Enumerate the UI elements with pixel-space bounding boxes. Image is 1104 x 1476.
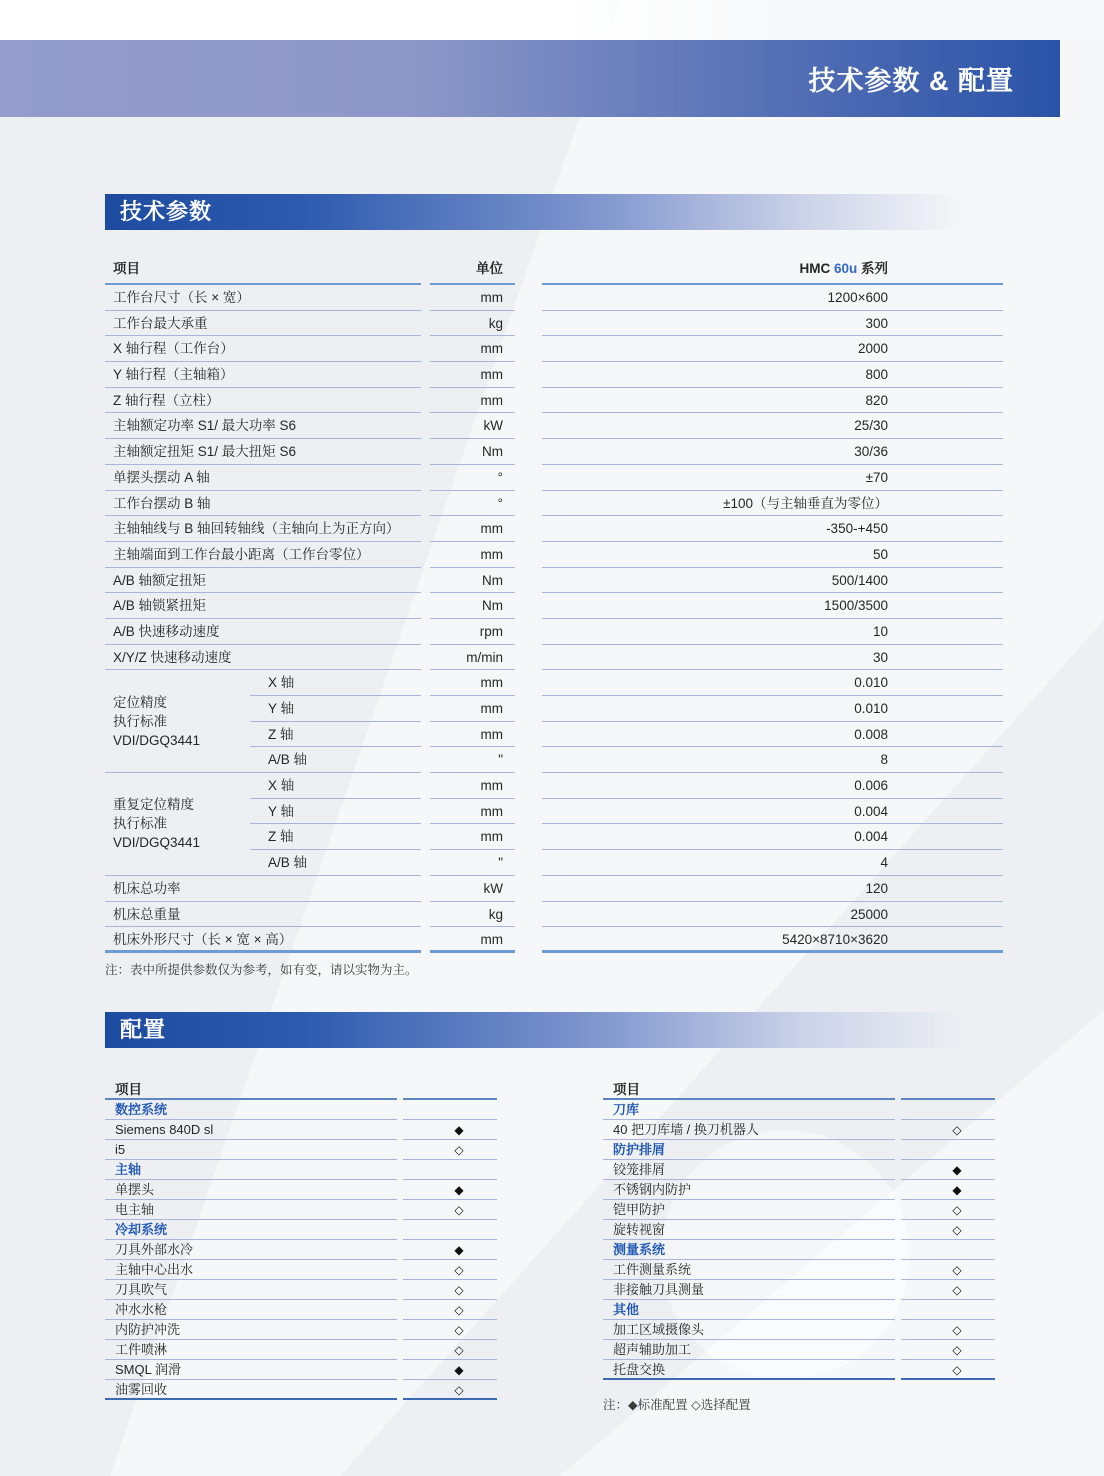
config-row	[603, 1140, 995, 1160]
spec-unit-cell: mm	[430, 362, 515, 388]
spec-subitem-label: Y 轴	[250, 799, 421, 825]
config-mark-empty	[901, 1140, 995, 1160]
config-row	[105, 1200, 497, 1220]
spec-table-body	[105, 285, 1003, 953]
config-row	[603, 1100, 995, 1120]
spec-row	[105, 593, 1003, 619]
spec-row	[105, 902, 1003, 928]
spec-row	[105, 491, 1003, 517]
config-item-label: 内防护冲洗	[105, 1320, 397, 1340]
spec-group-rows	[250, 773, 1003, 876]
config-item-label: SMQL 润滑	[105, 1360, 397, 1380]
config-item-label: 非接触刀具测量	[603, 1280, 895, 1300]
optional-mark-icon: ◇	[403, 1280, 497, 1300]
config-item-label: 旋转视窗	[603, 1220, 895, 1240]
config-category-label: 测量系统	[603, 1240, 895, 1260]
spec-unit-cell: mm	[430, 670, 515, 696]
spec-value-cell: ±70	[542, 465, 1003, 491]
config-right-col-item: 项目	[603, 1080, 895, 1100]
spec-unit-cell: Nm	[430, 439, 515, 465]
config-left-col-item: 项目	[105, 1080, 397, 1100]
spec-item-label: 工作台最大承重	[105, 311, 421, 337]
spec-item-label: 主轴轴线与 B 轴回转轴线（主轴向上为正方向）	[105, 516, 421, 542]
spec-subrow	[250, 773, 1003, 799]
optional-mark-icon: ◇	[901, 1320, 995, 1340]
page-header-bar	[0, 40, 1060, 117]
config-mark-empty	[403, 1100, 497, 1120]
config-table-left	[105, 1080, 497, 1400]
spec-subitem-label: Z 轴	[250, 722, 421, 748]
spec-value-cell: 500/1400	[542, 568, 1003, 594]
optional-mark-icon: ◇	[403, 1340, 497, 1360]
spec-value-cell: 30	[542, 645, 1003, 671]
config-category-label: 刀库	[603, 1100, 895, 1120]
optional-mark-icon: ◇	[901, 1280, 995, 1300]
spec-item-label: 工作台摆动 B 轴	[105, 491, 421, 517]
spec-item-label: 主轴端面到工作台最小距离（工作台零位）	[105, 542, 421, 568]
spec-value-cell: 0.010	[542, 696, 1003, 722]
spec-unit-cell: mm	[430, 542, 515, 568]
spec-row	[105, 927, 1003, 953]
spec-group-label-line: 定位精度	[113, 694, 167, 710]
spec-section-title: 技术参数	[120, 199, 213, 224]
optional-mark-icon: ◇	[403, 1140, 497, 1160]
spec-item-label: 单摆头摆动 A 轴	[105, 465, 421, 491]
config-row	[603, 1300, 995, 1320]
spec-value-cell: 800	[542, 362, 1003, 388]
series-model: 60u	[833, 261, 858, 276]
config-item-label: 不锈钢内防护	[603, 1180, 895, 1200]
spec-unit-cell: mm	[430, 773, 515, 799]
spec-subitem-label: X 轴	[250, 670, 421, 696]
spec-unit-cell: mm	[430, 927, 515, 953]
spec-row	[105, 516, 1003, 542]
config-item-label: 铰笼排屑	[603, 1160, 895, 1180]
spec-item-label: 机床总重量	[105, 902, 421, 928]
spec-item-label: Z 轴行程（立柱）	[105, 388, 421, 414]
spec-value-cell: 10	[542, 619, 1003, 645]
config-mark-empty	[403, 1220, 497, 1240]
config-item-label: Siemens 840D sl	[105, 1120, 397, 1140]
config-item-label: 主轴中心出水	[105, 1260, 397, 1280]
config-row	[603, 1260, 995, 1280]
spec-group-label-line: 执行标准	[113, 816, 167, 832]
config-item-label: 冲水水枪	[105, 1300, 397, 1320]
config-mark-empty	[901, 1300, 995, 1320]
standard-mark-icon: ◆	[403, 1240, 497, 1260]
spec-subitem-label: Z 轴	[250, 824, 421, 850]
optional-mark-icon: ◇	[901, 1200, 995, 1220]
spec-group-rows	[250, 670, 1003, 773]
standard-mark-icon: ◆	[403, 1180, 497, 1200]
spec-group-label-line: 执行标准	[113, 713, 167, 729]
config-item-label: 托盘交换	[603, 1360, 895, 1380]
config-row	[603, 1340, 995, 1360]
config-item-label: 刀具外部水冷	[105, 1240, 397, 1260]
optional-mark-icon: ◇	[403, 1260, 497, 1280]
optional-mark-icon: ◇	[403, 1300, 497, 1320]
spec-value-cell: 120	[542, 876, 1003, 902]
config-row	[105, 1180, 497, 1200]
spec-value-cell: 8	[542, 747, 1003, 773]
config-category-label: 防护排屑	[603, 1140, 895, 1160]
spec-group	[105, 773, 1003, 876]
series-prefix: HMC	[799, 261, 834, 276]
config-item-label: i5	[105, 1140, 397, 1160]
spec-value-cell: 30/36	[542, 439, 1003, 465]
config-section-bar	[105, 1012, 1001, 1048]
config-row	[603, 1200, 995, 1220]
spec-row	[105, 362, 1003, 388]
series-suffix: 系列	[857, 261, 888, 276]
standard-mark-icon: ◆	[901, 1180, 995, 1200]
spec-item-label: 工作台尺寸（长 × 宽）	[105, 285, 421, 311]
spec-unit-cell: kW	[430, 876, 515, 902]
config-item-label: 单摆头	[105, 1180, 397, 1200]
spec-value-cell: 0.008	[542, 722, 1003, 748]
config-row	[105, 1280, 497, 1300]
spec-group-label	[105, 670, 250, 773]
page-title: 技术参数 & 配置	[808, 66, 1014, 96]
spec-subitem-label: A/B 轴	[250, 747, 421, 773]
standard-mark-icon: ◆	[403, 1120, 497, 1140]
spec-subrow	[250, 747, 1003, 773]
config-item-label: 超声辅助加工	[603, 1340, 895, 1360]
config-row	[603, 1280, 995, 1300]
spec-item-label: 机床总功率	[105, 876, 421, 902]
spec-unit-cell: mm	[430, 799, 515, 825]
optional-mark-icon: ◇	[901, 1260, 995, 1280]
optional-mark-icon: ◇	[901, 1360, 995, 1380]
spec-table-header	[105, 252, 1003, 285]
spec-unit-cell: °	[430, 491, 515, 517]
config-row	[105, 1360, 497, 1380]
spec-item-label: A/B 轴额定扭矩	[105, 568, 421, 594]
config-row	[105, 1260, 497, 1280]
spec-value-cell: 820	[542, 388, 1003, 414]
spec-unit-cell: kW	[430, 413, 515, 439]
config-row	[603, 1120, 995, 1140]
spec-section-bar	[105, 194, 1001, 230]
optional-mark-icon: ◇	[901, 1220, 995, 1240]
spec-unit-cell: mm	[430, 824, 515, 850]
spec-unit-cell: kg	[430, 311, 515, 337]
spec-value-cell: 4	[542, 850, 1003, 876]
config-row	[603, 1220, 995, 1240]
config-row	[603, 1160, 995, 1180]
spec-value-cell: 25/30	[542, 413, 1003, 439]
spec-value-cell: 0.006	[542, 773, 1003, 799]
spec-row	[105, 465, 1003, 491]
spec-unit-cell: kg	[430, 902, 515, 928]
spec-col-series	[542, 252, 1003, 285]
spec-row	[105, 568, 1003, 594]
config-row	[105, 1160, 497, 1180]
spec-subrow	[250, 670, 1003, 696]
spec-subitem-label: A/B 轴	[250, 850, 421, 876]
spec-row	[105, 645, 1003, 671]
spec-unit-cell: °	[430, 465, 515, 491]
spec-item-label: Y 轴行程（主轴箱）	[105, 362, 421, 388]
config-row	[105, 1140, 497, 1160]
spec-value-cell: 5420×8710×3620	[542, 927, 1003, 953]
spec-row	[105, 619, 1003, 645]
spec-row	[105, 876, 1003, 902]
spec-unit-cell: mm	[430, 516, 515, 542]
config-right-header	[603, 1080, 995, 1100]
spec-unit-cell: Nm	[430, 593, 515, 619]
config-item-label: 加工区域摄像头	[603, 1320, 895, 1340]
config-item-label: 电主轴	[105, 1200, 397, 1220]
spec-row	[105, 336, 1003, 362]
config-item-label: 工件喷淋	[105, 1340, 397, 1360]
optional-mark-icon: ◇	[901, 1120, 995, 1140]
spec-row	[105, 388, 1003, 414]
config-item-label: 刀具吹气	[105, 1280, 397, 1300]
optional-mark-icon: ◇	[403, 1380, 497, 1400]
spec-item-label: X 轴行程（工作台）	[105, 336, 421, 362]
spec-subrow	[250, 722, 1003, 748]
spec-value-cell: 0.010	[542, 670, 1003, 696]
config-right-body	[603, 1100, 995, 1380]
spec-unit-cell: mm	[430, 388, 515, 414]
spec-value-cell: 0.004	[542, 799, 1003, 825]
spec-item-label: 机床外形尺寸（长 × 宽 × 高）	[105, 927, 421, 953]
standard-mark-icon: ◆	[901, 1160, 995, 1180]
config-row	[603, 1240, 995, 1260]
config-mark-empty	[901, 1240, 995, 1260]
spec-unit-cell: mm	[430, 696, 515, 722]
spec-item-label: A/B 轴锁紧扭矩	[105, 593, 421, 619]
spec-unit-cell: rpm	[430, 619, 515, 645]
spec-row	[105, 542, 1003, 568]
spec-subrow	[250, 696, 1003, 722]
spec-row	[105, 439, 1003, 465]
config-row	[105, 1380, 497, 1400]
spec-value-cell: 1500/3500	[542, 593, 1003, 619]
config-item-label: 40 把刀库墙 / 换刀机器人	[603, 1120, 895, 1140]
spec-value-cell: 50	[542, 542, 1003, 568]
config-row	[105, 1100, 497, 1120]
config-row	[105, 1120, 497, 1140]
spec-group-label	[105, 773, 250, 876]
config-category-label: 数控系统	[105, 1100, 397, 1120]
spec-value-cell: 1200×600	[542, 285, 1003, 311]
spec-group-label-line: VDI/DGQ3441	[113, 732, 201, 748]
spec-col-unit: 单位	[430, 252, 515, 285]
spec-value-cell: 0.004	[542, 824, 1003, 850]
spec-row	[105, 311, 1003, 337]
config-row	[105, 1220, 497, 1240]
spec-unit-cell: "	[430, 850, 515, 876]
config-mark-empty	[403, 1160, 497, 1180]
config-mark-empty	[901, 1100, 995, 1120]
config-row	[603, 1360, 995, 1380]
spec-unit-cell: Nm	[430, 568, 515, 594]
spec-value-cell: 300	[542, 311, 1003, 337]
optional-mark-icon: ◇	[403, 1320, 497, 1340]
config-row	[603, 1180, 995, 1200]
optional-mark-icon: ◇	[403, 1200, 497, 1220]
config-row	[105, 1340, 497, 1360]
spec-subitem-label: X 轴	[250, 773, 421, 799]
config-item-label: 工件测量系统	[603, 1260, 895, 1280]
config-table-right	[603, 1080, 995, 1380]
spec-item-label: A/B 快速移动速度	[105, 619, 421, 645]
spec-value-cell: 2000	[542, 336, 1003, 362]
config-left-header	[105, 1080, 497, 1100]
config-legend-note: 注：◆标准配置 ◇选择配置	[603, 1398, 751, 1412]
optional-mark-icon: ◇	[901, 1340, 995, 1360]
spec-unit-cell: "	[430, 747, 515, 773]
spec-unit-cell: m/min	[430, 645, 515, 671]
spec-subrow	[250, 824, 1003, 850]
spec-item-label: 主轴额定扭矩 S1/ 最大扭矩 S6	[105, 439, 421, 465]
config-row	[603, 1320, 995, 1340]
config-row	[105, 1240, 497, 1260]
spec-subrow	[250, 799, 1003, 825]
spec-note: 注：表中所提供参数仅为参考，如有变，请以实物为主。	[105, 963, 418, 977]
spec-subrow	[250, 850, 1003, 876]
config-category-label: 冷却系统	[105, 1220, 397, 1240]
standard-mark-icon: ◆	[403, 1360, 497, 1380]
spec-col-item: 项目	[105, 252, 421, 285]
config-left-body	[105, 1100, 497, 1400]
config-row	[105, 1320, 497, 1340]
spec-group-label-line: VDI/DGQ3441	[113, 835, 201, 851]
config-right-col-mark	[901, 1080, 995, 1100]
spec-item-label: X/Y/Z 快速移动速度	[105, 645, 421, 671]
spec-unit-cell: mm	[430, 285, 515, 311]
config-section-title: 配置	[120, 1017, 167, 1042]
spec-value-cell: ±100（与主轴垂直为零位）	[542, 491, 1003, 517]
spec-value-cell: -350-+450	[542, 516, 1003, 542]
config-category-label: 主轴	[105, 1160, 397, 1180]
config-row	[105, 1300, 497, 1320]
spec-item-label: 主轴额定功率 S1/ 最大功率 S6	[105, 413, 421, 439]
spec-row	[105, 413, 1003, 439]
spec-unit-cell: mm	[430, 722, 515, 748]
spec-table	[105, 252, 1003, 953]
spec-row	[105, 285, 1003, 311]
spec-value-cell: 25000	[542, 902, 1003, 928]
spec-group	[105, 670, 1003, 773]
spec-group-label-line: 重复定位精度	[113, 797, 194, 813]
spec-unit-cell: mm	[430, 336, 515, 362]
config-left-col-mark	[403, 1080, 497, 1100]
config-item-label: 油雾回收	[105, 1380, 397, 1400]
config-category-label: 其他	[603, 1300, 895, 1320]
config-item-label: 铠甲防护	[603, 1200, 895, 1220]
spec-subitem-label: Y 轴	[250, 696, 421, 722]
